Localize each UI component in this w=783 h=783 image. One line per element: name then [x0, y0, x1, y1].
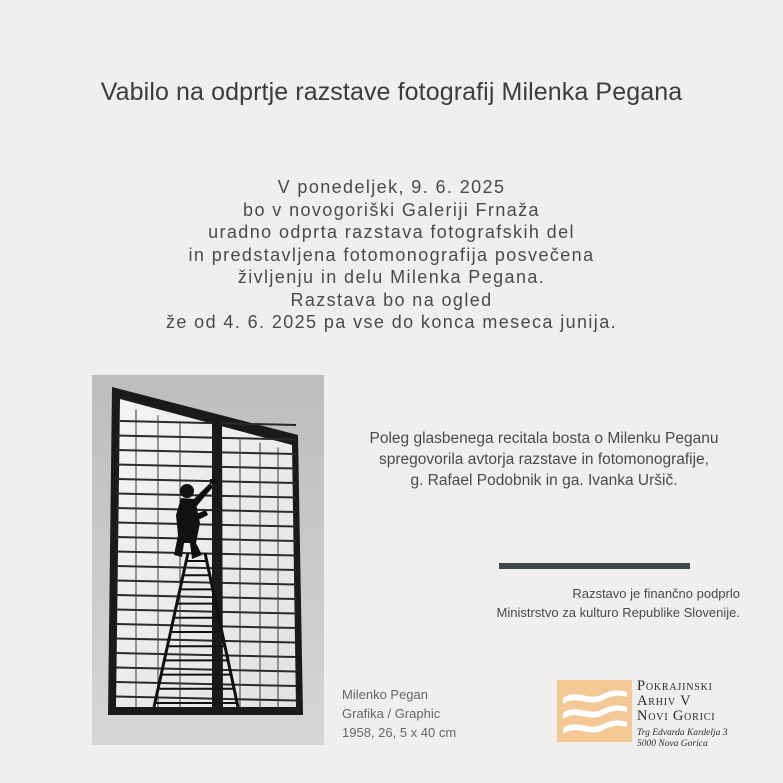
- intro-line: bo v novogoriški Galeriji Frnaža: [243, 199, 540, 220]
- caption-type: Grafika / Graphic: [342, 706, 441, 721]
- logo-line: Arhiv V: [637, 693, 692, 709]
- logo-address: [637, 728, 728, 749]
- caption-details: 1958, 26, 5 x 40 cm: [342, 725, 457, 740]
- program-text: [330, 428, 758, 491]
- intro-line: uradno odprta razstava fotografskih del: [208, 222, 575, 242]
- intro-text: [0, 176, 783, 334]
- window-center-post: [212, 415, 223, 707]
- funding-line: Razstavo je finančno podprlo: [572, 586, 740, 601]
- photo-caption: [342, 685, 456, 742]
- section-divider: [499, 563, 690, 569]
- logo-address-line: 5000 Nova Gorica: [637, 738, 708, 749]
- logo-address-line: Trg Edvarda Kardelja 3: [637, 728, 728, 738]
- program-line: Poleg glasbenega recitala bosta o Milenku Peganu: [369, 430, 719, 447]
- archive-logo-mark-icon: [557, 680, 632, 742]
- intro-line: V ponedeljek, 9. 6. 2025: [277, 177, 506, 197]
- logo-line: Novi Gorici: [637, 708, 716, 724]
- logo-line: Pokrajinski: [637, 678, 713, 694]
- invitation-title: Vabilo na odprtje razstave fotografij Milenka Pegana: [100, 78, 683, 106]
- intro-line: že od 4. 6. 2025 pa vse do konca meseca junija.: [165, 312, 618, 332]
- archive-logo-text: [637, 679, 728, 749]
- funding-note: [430, 584, 740, 622]
- program-line: g. Rafael Podobnik in ga. Ivanka Uršič.: [410, 472, 678, 489]
- intro-line: življenju in delu Milenka Pegana.: [237, 267, 546, 287]
- archive-logo: [557, 678, 767, 749]
- intro-line: Razstava bo na ogled: [290, 289, 493, 310]
- caption-author: Milenko Pegan: [342, 687, 428, 702]
- funding-line: Ministrstvo za kulturo Republike Slovenije.: [496, 605, 740, 620]
- intro-line: in predstavljena fotomonografija posvečena: [188, 244, 595, 265]
- program-line: spregovorila avtorja razstave in fotomonografije,: [379, 451, 709, 468]
- exhibition-photograph: [92, 375, 324, 745]
